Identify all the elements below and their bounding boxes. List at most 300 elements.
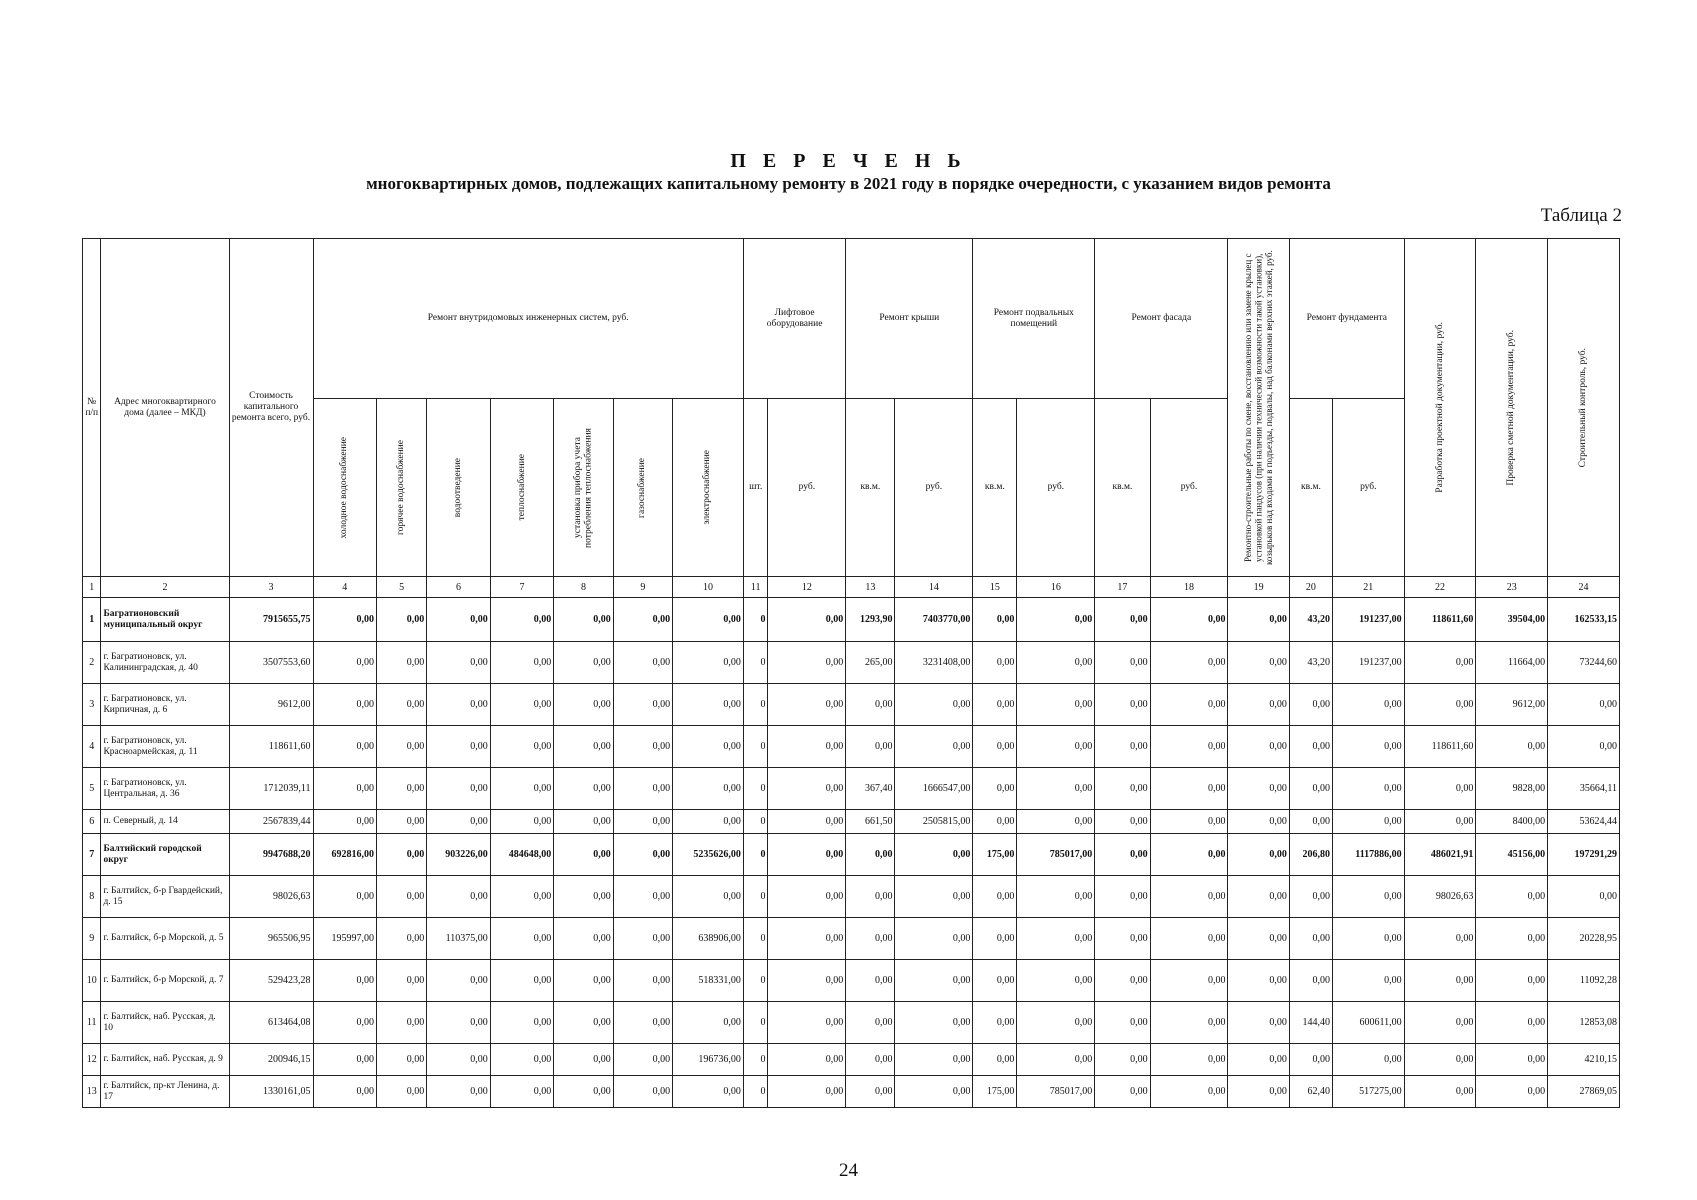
value-cell: 0,00 <box>1095 642 1150 684</box>
col-number: 7 <box>490 577 554 598</box>
row-index-cell: 13 <box>83 1076 101 1108</box>
col-number: 16 <box>1017 577 1095 598</box>
value-cell: 191237,00 <box>1332 642 1404 684</box>
col-number: 23 <box>1476 577 1548 598</box>
row-index-cell: 6 <box>83 810 101 834</box>
value-cell: 0,00 <box>1095 960 1150 1002</box>
value-cell: 0,00 <box>1404 960 1476 1002</box>
col-header-electric <box>673 399 744 577</box>
value-cell: 0,00 <box>1548 684 1620 726</box>
col-number: 11 <box>743 577 768 598</box>
value-cell: 9947688,20 <box>229 834 313 876</box>
table-row <box>83 1002 1620 1044</box>
value-cell: 0,00 <box>846 918 895 960</box>
value-cell: 0,00 <box>1548 876 1620 918</box>
value-cell: 0,00 <box>554 918 613 960</box>
value-cell: 110375,00 <box>427 918 491 960</box>
table-row <box>83 810 1620 834</box>
value-cell: 0,00 <box>1289 726 1332 768</box>
value-cell: 0,00 <box>1017 768 1095 810</box>
value-cell: 0,00 <box>1476 1076 1548 1108</box>
value-cell: 0,00 <box>313 684 377 726</box>
value-cell: 0,00 <box>673 598 744 642</box>
value-cell: 0,00 <box>846 876 895 918</box>
value-cell: 0,00 <box>1095 1076 1150 1108</box>
col-header-no: № п/п <box>83 239 101 577</box>
value-cell: 0,00 <box>377 918 427 960</box>
col-number: 12 <box>768 577 846 598</box>
value-cell: 9612,00 <box>229 684 313 726</box>
address-cell: Балтийский городской округ <box>101 834 229 876</box>
value-cell: 11092,28 <box>1548 960 1620 1002</box>
value-cell: 0,00 <box>768 1076 846 1108</box>
value-cell: 0 <box>743 960 768 1002</box>
address-cell: г. Багратионовск, ул. Красноармейская, д. 11 <box>101 726 229 768</box>
value-cell: 0,00 <box>1476 726 1548 768</box>
value-cell: 0,00 <box>1150 1002 1228 1044</box>
value-cell: 0,00 <box>554 684 613 726</box>
value-cell: 0,00 <box>768 810 846 834</box>
value-cell: 0,00 <box>673 1076 744 1108</box>
value-cell: 0,00 <box>313 642 377 684</box>
row-index-cell: 1 <box>83 598 101 642</box>
value-cell: 0,00 <box>895 918 973 960</box>
value-cell: 0,00 <box>490 598 554 642</box>
value-cell: 0,00 <box>1332 726 1404 768</box>
heating-label: теплоснабжение <box>516 454 527 521</box>
col-header-basement-sqm: кв.м. <box>973 399 1017 577</box>
value-cell: 0,00 <box>673 768 744 810</box>
value-cell: 118611,60 <box>229 726 313 768</box>
value-cell: 0,00 <box>973 768 1017 810</box>
value-cell: 0,00 <box>673 684 744 726</box>
value-cell: 0,00 <box>377 726 427 768</box>
address-cell: п. Северный, д. 14 <box>101 810 229 834</box>
value-cell: 1293,90 <box>846 598 895 642</box>
value-cell: 0,00 <box>1548 726 1620 768</box>
value-cell: 0,00 <box>1228 1076 1289 1108</box>
value-cell: 0,00 <box>1150 876 1228 918</box>
value-cell: 0,00 <box>973 918 1017 960</box>
col-header-roof-sqm: кв.м. <box>846 399 895 577</box>
value-cell: 0,00 <box>1095 810 1150 834</box>
value-cell: 43,20 <box>1289 598 1332 642</box>
value-cell: 0,00 <box>1017 642 1095 684</box>
value-cell: 0,00 <box>1332 960 1404 1002</box>
row-index-cell: 3 <box>83 684 101 726</box>
value-cell: 0,00 <box>1150 768 1228 810</box>
value-cell: 0,00 <box>895 1044 973 1076</box>
address-cell: г. Багратионовск, ул. Калининградская, д. 40 <box>101 642 229 684</box>
value-cell: 0,00 <box>1404 810 1476 834</box>
value-cell: 20228,95 <box>1548 918 1620 960</box>
value-cell: 0,00 <box>1289 1044 1332 1076</box>
col-header-elevator-rub: руб. <box>768 399 846 577</box>
table-row <box>83 834 1620 876</box>
value-cell: 0,00 <box>554 768 613 810</box>
col-number: 3 <box>229 577 313 598</box>
value-cell: 0,00 <box>973 1044 1017 1076</box>
value-cell: 0,00 <box>313 1002 377 1044</box>
value-cell: 0,00 <box>613 960 672 1002</box>
value-cell: 0,00 <box>490 726 554 768</box>
value-cell: 0,00 <box>554 960 613 1002</box>
col-header-roof-rub: руб. <box>895 399 973 577</box>
col-number: 6 <box>427 577 491 598</box>
value-cell: 0,00 <box>768 918 846 960</box>
value-cell: 0 <box>743 768 768 810</box>
address-cell: г. Балтийск, наб. Русская, д. 10 <box>101 1002 229 1044</box>
value-cell: 0,00 <box>613 834 672 876</box>
repair-list-table <box>82 238 1620 1108</box>
value-cell: 162533,15 <box>1548 598 1620 642</box>
col-number: 21 <box>1332 577 1404 598</box>
document-subtitle: многоквартирных домов, подлежащих капитальному ремонту в 2021 году в порядке очередности, с указанием видов ремонта <box>366 174 1331 193</box>
value-cell: 0,00 <box>973 598 1017 642</box>
value-cell: 0,00 <box>768 960 846 1002</box>
address-cell: г. Балтийск, б-р Морской, д. 5 <box>101 918 229 960</box>
value-cell: 0,00 <box>1404 684 1476 726</box>
value-cell: 367,40 <box>846 768 895 810</box>
col-number: 1 <box>83 577 101 598</box>
value-cell: 0,00 <box>1289 684 1332 726</box>
col-header-hot-water <box>377 399 427 577</box>
value-cell: 965506,95 <box>229 918 313 960</box>
value-cell: 613464,08 <box>229 1002 313 1044</box>
value-cell: 0,00 <box>313 960 377 1002</box>
value-cell: 0,00 <box>613 876 672 918</box>
value-cell: 195997,00 <box>313 918 377 960</box>
value-cell: 0,00 <box>1150 726 1228 768</box>
value-cell: 0,00 <box>768 834 846 876</box>
repair-works-label: Ремонтно-строительные работы по смене, восстановлению или замене крылец с установкой пандусов (при наличии технической возможности такой установки), козырьков над входами в подъезды, подвалы, над балконами верхних этажей, руб. <box>1242 250 1274 565</box>
value-cell: 0,00 <box>1476 876 1548 918</box>
value-cell: 0,00 <box>1476 918 1548 960</box>
col-number: 24 <box>1548 577 1620 598</box>
value-cell: 0 <box>743 684 768 726</box>
col-number: 18 <box>1150 577 1228 598</box>
table-row <box>83 960 1620 1002</box>
value-cell: 0,00 <box>1404 1044 1476 1076</box>
value-cell: 0,00 <box>1017 960 1095 1002</box>
value-cell: 0 <box>743 834 768 876</box>
value-cell: 661,50 <box>846 810 895 834</box>
value-cell: 0,00 <box>895 1002 973 1044</box>
value-cell: 0,00 <box>313 1044 377 1076</box>
value-cell: 0,00 <box>973 726 1017 768</box>
value-cell: 638906,00 <box>673 918 744 960</box>
value-cell: 0,00 <box>1404 1076 1476 1108</box>
col-group-basement: Ремонт подвальных помещений <box>973 239 1095 399</box>
value-cell: 175,00 <box>973 834 1017 876</box>
value-cell: 0,00 <box>895 1076 973 1108</box>
design-docs-label: Разработка проектной документации, руб. <box>1434 322 1445 493</box>
address-cell: г. Балтийск, б-р Гвардейский, д. 15 <box>101 876 229 918</box>
value-cell: 0 <box>743 918 768 960</box>
value-cell: 0,00 <box>1228 642 1289 684</box>
value-cell: 0,00 <box>377 1044 427 1076</box>
value-cell: 39504,00 <box>1476 598 1548 642</box>
value-cell: 0,00 <box>1228 918 1289 960</box>
value-cell: 0,00 <box>313 1076 377 1108</box>
value-cell: 0,00 <box>490 918 554 960</box>
value-cell: 0,00 <box>768 1002 846 1044</box>
value-cell: 0,00 <box>973 876 1017 918</box>
value-cell: 0,00 <box>313 726 377 768</box>
value-cell: 0,00 <box>768 598 846 642</box>
value-cell: 0,00 <box>768 768 846 810</box>
col-number: 9 <box>613 577 672 598</box>
value-cell: 0,00 <box>613 1076 672 1108</box>
value-cell: 0,00 <box>1289 918 1332 960</box>
value-cell: 0,00 <box>613 684 672 726</box>
value-cell: 0,00 <box>377 642 427 684</box>
value-cell: 0 <box>743 642 768 684</box>
value-cell: 0,00 <box>554 1002 613 1044</box>
value-cell: 785017,00 <box>1017 834 1095 876</box>
value-cell: 0,00 <box>1017 1002 1095 1044</box>
value-cell: 0,00 <box>768 684 846 726</box>
value-cell: 0,00 <box>1228 1002 1289 1044</box>
col-header-facade-sqm: кв.м. <box>1095 399 1150 577</box>
value-cell: 0,00 <box>895 726 973 768</box>
col-group-elevator: Лифтовое оборудование <box>743 239 845 399</box>
value-cell: 1117886,00 <box>1332 834 1404 876</box>
value-cell: 0,00 <box>1095 876 1150 918</box>
value-cell: 0,00 <box>490 684 554 726</box>
value-cell: 73244,60 <box>1548 642 1620 684</box>
value-cell: 0,00 <box>1332 810 1404 834</box>
value-cell: 0,00 <box>377 834 427 876</box>
col-header-foundation-rub: руб. <box>1332 399 1404 577</box>
col-header-foundation-sqm: кв.м. <box>1289 399 1332 577</box>
col-header-elevator-pcs: шт. <box>743 399 768 577</box>
value-cell: 2567839,44 <box>229 810 313 834</box>
value-cell: 0,00 <box>1017 918 1095 960</box>
value-cell: 0,00 <box>427 768 491 810</box>
value-cell: 0,00 <box>768 876 846 918</box>
value-cell: 0 <box>743 810 768 834</box>
value-cell: 0,00 <box>973 684 1017 726</box>
value-cell: 0,00 <box>1228 834 1289 876</box>
value-cell: 0,00 <box>846 1076 895 1108</box>
value-cell: 0,00 <box>427 684 491 726</box>
value-cell: 0,00 <box>895 684 973 726</box>
value-cell: 0,00 <box>427 642 491 684</box>
value-cell: 1330161,05 <box>229 1076 313 1108</box>
value-cell: 0,00 <box>313 598 377 642</box>
value-cell: 0,00 <box>768 726 846 768</box>
address-cell: г. Багратионовск, ул. Центральная, д. 36 <box>101 768 229 810</box>
value-cell: 0,00 <box>1095 684 1150 726</box>
value-cell: 0,00 <box>377 598 427 642</box>
value-cell: 265,00 <box>846 642 895 684</box>
col-header-heating <box>490 399 554 577</box>
value-cell: 0,00 <box>554 834 613 876</box>
value-cell: 175,00 <box>973 1076 1017 1108</box>
row-index-cell: 8 <box>83 876 101 918</box>
value-cell: 0,00 <box>377 684 427 726</box>
value-cell: 0 <box>743 1076 768 1108</box>
value-cell: 0,00 <box>1332 768 1404 810</box>
value-cell: 196736,00 <box>673 1044 744 1076</box>
value-cell: 600611,00 <box>1332 1002 1404 1044</box>
value-cell: 0,00 <box>846 834 895 876</box>
col-number: 15 <box>973 577 1017 598</box>
col-number: 4 <box>313 577 377 598</box>
value-cell: 0,00 <box>1228 960 1289 1002</box>
value-cell: 0,00 <box>1095 1002 1150 1044</box>
value-cell: 0,00 <box>427 726 491 768</box>
value-cell: 43,20 <box>1289 642 1332 684</box>
value-cell: 0,00 <box>1150 834 1228 876</box>
address-cell: г. Балтийск, б-р Морской, д. 7 <box>101 960 229 1002</box>
value-cell: 0,00 <box>973 1002 1017 1044</box>
value-cell: 0,00 <box>554 1044 613 1076</box>
value-cell: 98026,63 <box>229 876 313 918</box>
table-row <box>83 918 1620 960</box>
table-row <box>83 1044 1620 1076</box>
value-cell: 0 <box>743 876 768 918</box>
value-cell: 0,00 <box>1150 960 1228 1002</box>
value-cell: 98026,63 <box>1404 876 1476 918</box>
col-header-sewerage <box>427 399 491 577</box>
value-cell: 0,00 <box>895 960 973 1002</box>
col-header-cold-water <box>313 399 377 577</box>
value-cell: 0,00 <box>1095 726 1150 768</box>
electric-label: электроснабжение <box>702 450 713 525</box>
value-cell: 785017,00 <box>1017 1076 1095 1108</box>
value-cell: 0,00 <box>1404 768 1476 810</box>
value-cell: 903226,00 <box>427 834 491 876</box>
document-title: П Е Р Е Ч Е Н Ь <box>730 150 967 172</box>
value-cell: 0 <box>743 1002 768 1044</box>
value-cell: 0,00 <box>554 598 613 642</box>
value-cell: 191237,00 <box>1332 598 1404 642</box>
value-cell: 3507553,60 <box>229 642 313 684</box>
col-header-basement-rub: руб. <box>1017 399 1095 577</box>
value-cell: 0,00 <box>554 810 613 834</box>
value-cell: 0,00 <box>895 834 973 876</box>
row-index-cell: 12 <box>83 1044 101 1076</box>
value-cell: 0,00 <box>490 1002 554 1044</box>
col-number: 10 <box>673 577 744 598</box>
value-cell: 0,00 <box>1095 918 1150 960</box>
col-header-facade-rub: руб. <box>1150 399 1228 577</box>
value-cell: 0,00 <box>313 810 377 834</box>
col-header-construction-control <box>1548 239 1620 577</box>
value-cell: 0,00 <box>377 876 427 918</box>
row-index-cell: 4 <box>83 726 101 768</box>
value-cell: 0,00 <box>1095 598 1150 642</box>
value-cell: 0,00 <box>1476 1044 1548 1076</box>
value-cell: 0,00 <box>1228 810 1289 834</box>
value-cell: 0,00 <box>1228 768 1289 810</box>
value-cell: 0,00 <box>973 642 1017 684</box>
value-cell: 0,00 <box>490 768 554 810</box>
value-cell: 0,00 <box>490 1044 554 1076</box>
value-cell: 0,00 <box>613 1044 672 1076</box>
page-number: 24 <box>839 1160 858 1181</box>
value-cell: 0,00 <box>1228 726 1289 768</box>
gas-label: газоснабжение <box>637 457 648 518</box>
value-cell: 0,00 <box>613 726 672 768</box>
value-cell: 4210,15 <box>1548 1044 1620 1076</box>
value-cell: 0,00 <box>1404 1002 1476 1044</box>
table-row <box>83 1076 1620 1108</box>
col-header-heat-meter <box>554 399 613 577</box>
value-cell: 0,00 <box>490 810 554 834</box>
value-cell: 197291,29 <box>1548 834 1620 876</box>
value-cell: 0,00 <box>427 960 491 1002</box>
value-cell: 0,00 <box>673 642 744 684</box>
value-cell: 0,00 <box>846 1002 895 1044</box>
value-cell: 1712039,11 <box>229 768 313 810</box>
value-cell: 0,00 <box>1289 960 1332 1002</box>
value-cell: 0,00 <box>490 876 554 918</box>
value-cell: 0,00 <box>1017 598 1095 642</box>
value-cell: 0,00 <box>490 1076 554 1108</box>
value-cell: 9828,00 <box>1476 768 1548 810</box>
table-label: Таблица 2 <box>1540 205 1622 226</box>
col-number: 22 <box>1404 577 1476 598</box>
value-cell: 118611,60 <box>1404 598 1476 642</box>
value-cell: 0,00 <box>613 598 672 642</box>
value-cell: 11664,00 <box>1476 642 1548 684</box>
col-header-estimate-check <box>1476 239 1548 577</box>
value-cell: 0,00 <box>973 960 1017 1002</box>
value-cell: 0,00 <box>1095 1044 1150 1076</box>
col-number: 14 <box>895 577 973 598</box>
row-index-cell: 11 <box>83 1002 101 1044</box>
value-cell: 0,00 <box>1150 684 1228 726</box>
value-cell: 0,00 <box>377 810 427 834</box>
row-index-cell: 10 <box>83 960 101 1002</box>
value-cell: 35664,11 <box>1548 768 1620 810</box>
col-header-design-docs <box>1404 239 1476 577</box>
value-cell: 0,00 <box>1017 726 1095 768</box>
value-cell: 3231408,00 <box>895 642 973 684</box>
row-index-cell: 5 <box>83 768 101 810</box>
value-cell: 0,00 <box>846 684 895 726</box>
sewerage-label: водоотведение <box>452 457 463 518</box>
address-cell: г. Багратионовск, ул. Кирпичная, д. 6 <box>101 684 229 726</box>
value-cell: 0,00 <box>1017 876 1095 918</box>
col-number: 5 <box>377 577 427 598</box>
col-group-roof: Ремонт крыши <box>846 239 973 399</box>
table-row <box>83 684 1620 726</box>
value-cell: 206,80 <box>1289 834 1332 876</box>
value-cell: 0,00 <box>377 1002 427 1044</box>
value-cell: 0,00 <box>1017 1044 1095 1076</box>
value-cell: 0,00 <box>427 1044 491 1076</box>
value-cell: 0,00 <box>1150 918 1228 960</box>
value-cell: 0,00 <box>1228 598 1289 642</box>
address-cell: г. Балтийск, наб. Русская, д. 9 <box>101 1044 229 1076</box>
value-cell: 7915655,75 <box>229 598 313 642</box>
value-cell: 0,00 <box>377 768 427 810</box>
value-cell: 0,00 <box>1150 810 1228 834</box>
col-number: 19 <box>1228 577 1289 598</box>
value-cell: 518331,00 <box>673 960 744 1002</box>
value-cell: 0,00 <box>1332 876 1404 918</box>
hot-water-label: горячее водоснабжение <box>396 440 407 535</box>
value-cell: 0,00 <box>490 642 554 684</box>
value-cell: 0,00 <box>1017 810 1095 834</box>
col-number: 17 <box>1095 577 1150 598</box>
value-cell: 0 <box>743 726 768 768</box>
value-cell: 0,00 <box>1289 768 1332 810</box>
